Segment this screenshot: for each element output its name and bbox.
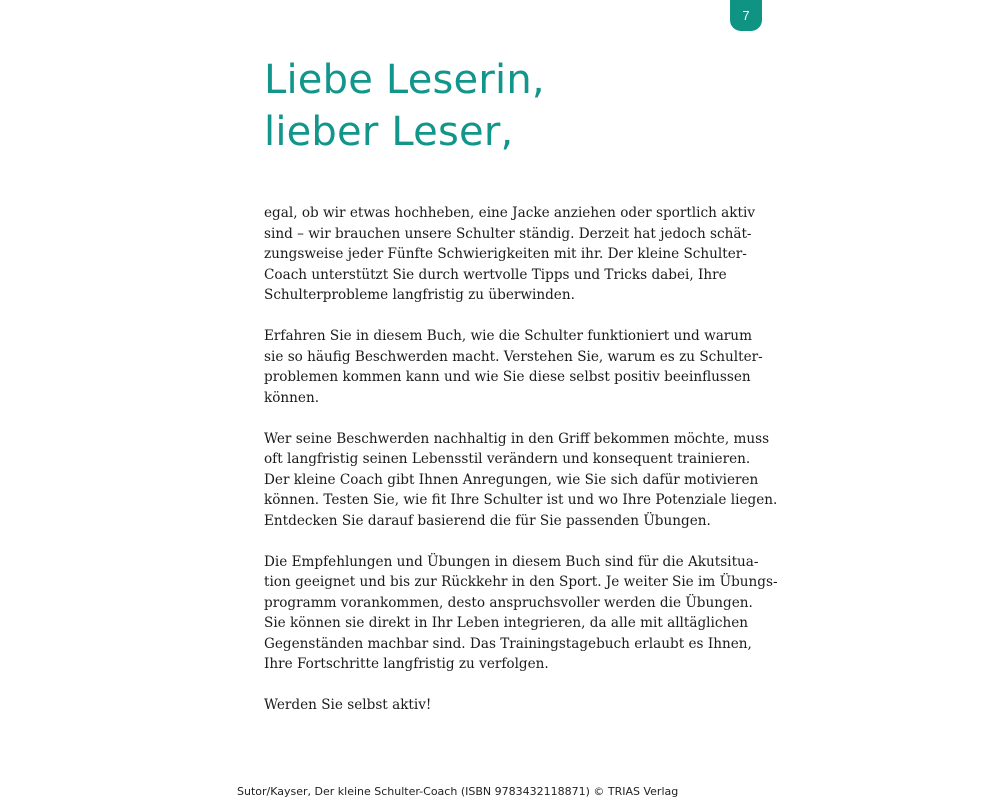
text-line: Ihre Fortschritte langfristig zu verfolgen. bbox=[264, 656, 549, 672]
text-line: können. bbox=[264, 389, 320, 406]
text-line: oft langfristig seinen Lebensstil verändern und konsequent trainieren. bbox=[264, 451, 751, 467]
text-line: problemen kommen kann und wie Sie diese selbst positiv beeinflussen bbox=[264, 369, 751, 385]
page-title-line-1: Liebe Leserin, bbox=[264, 57, 545, 103]
paragraph-4 bbox=[264, 552, 778, 675]
text-line: Die Empfehlungen und Übungen in diesem Buch sind für die Akutsitua- bbox=[264, 553, 759, 570]
text-line: Werden Sie selbst aktiv! bbox=[264, 697, 432, 713]
paragraph-3 bbox=[264, 429, 778, 532]
footer-credit: Sutor/Kayser, Der kleine Schulter-Coach (ISBN 9783432118871) © TRIAS Verlag bbox=[237, 785, 679, 798]
text-line: egal, ob wir etwas hochheben, eine Jacke anziehen oder sportlich aktiv bbox=[264, 205, 756, 221]
text-line: Erfahren Sie in diesem Buch, wie die Schulter funktioniert und warum bbox=[264, 328, 752, 344]
text-line: Der kleine Coach gibt Ihnen Anregungen, wie Sie sich dafür motivieren bbox=[264, 471, 759, 488]
text-line: Coach unterstützt Sie durch wertvolle Tipps und Tricks dabei, Ihre bbox=[264, 266, 727, 283]
text-line: Wer seine Beschwerden nachhaltig in den Griff bekommen möchte, muss bbox=[264, 430, 770, 447]
text-line: Schulterprobleme langfristig zu überwinden. bbox=[264, 287, 575, 303]
page-number-badge: 7 bbox=[730, 0, 762, 31]
text-line: Gegenständen machbar sind. Das Trainingstagebuch erlaubt es Ihnen, bbox=[264, 635, 752, 652]
text-line: Sie können sie direkt in Ihr Leben integrieren, da alle mit alltäglichen bbox=[264, 615, 749, 631]
page-title-line-2: lieber Leser, bbox=[264, 109, 514, 155]
paragraph-2 bbox=[264, 326, 763, 408]
paragraph-5 bbox=[264, 695, 734, 716]
text-line: sie so häufig Beschwerden macht. Verstehen Sie, warum es zu Schulter- bbox=[264, 348, 763, 365]
text-line: Entdecken Sie darauf basierend die für Sie passenden Übungen. bbox=[264, 512, 711, 529]
text-line: tion geeignet und bis zur Rückkehr in den Sport. Je weiter Sie im Übungs- bbox=[264, 574, 778, 590]
text-line: zungsweise jeder Fünfte Schwierigkeiten mit ihr. Der kleine Schulter- bbox=[264, 246, 747, 262]
body-text bbox=[264, 203, 778, 736]
paragraph-1 bbox=[264, 203, 756, 306]
text-line: sind – wir brauchen unsere Schulter ständig. Derzeit hat jedoch schät- bbox=[264, 225, 752, 242]
text-line: programm vorankommen, desto anspruchsvoller werden die Übungen. bbox=[264, 594, 753, 611]
page-title bbox=[264, 54, 784, 158]
text-line: können. Testen Sie, wie fit Ihre Schulter ist und wo Ihre Potenziale liegen. bbox=[264, 492, 778, 508]
